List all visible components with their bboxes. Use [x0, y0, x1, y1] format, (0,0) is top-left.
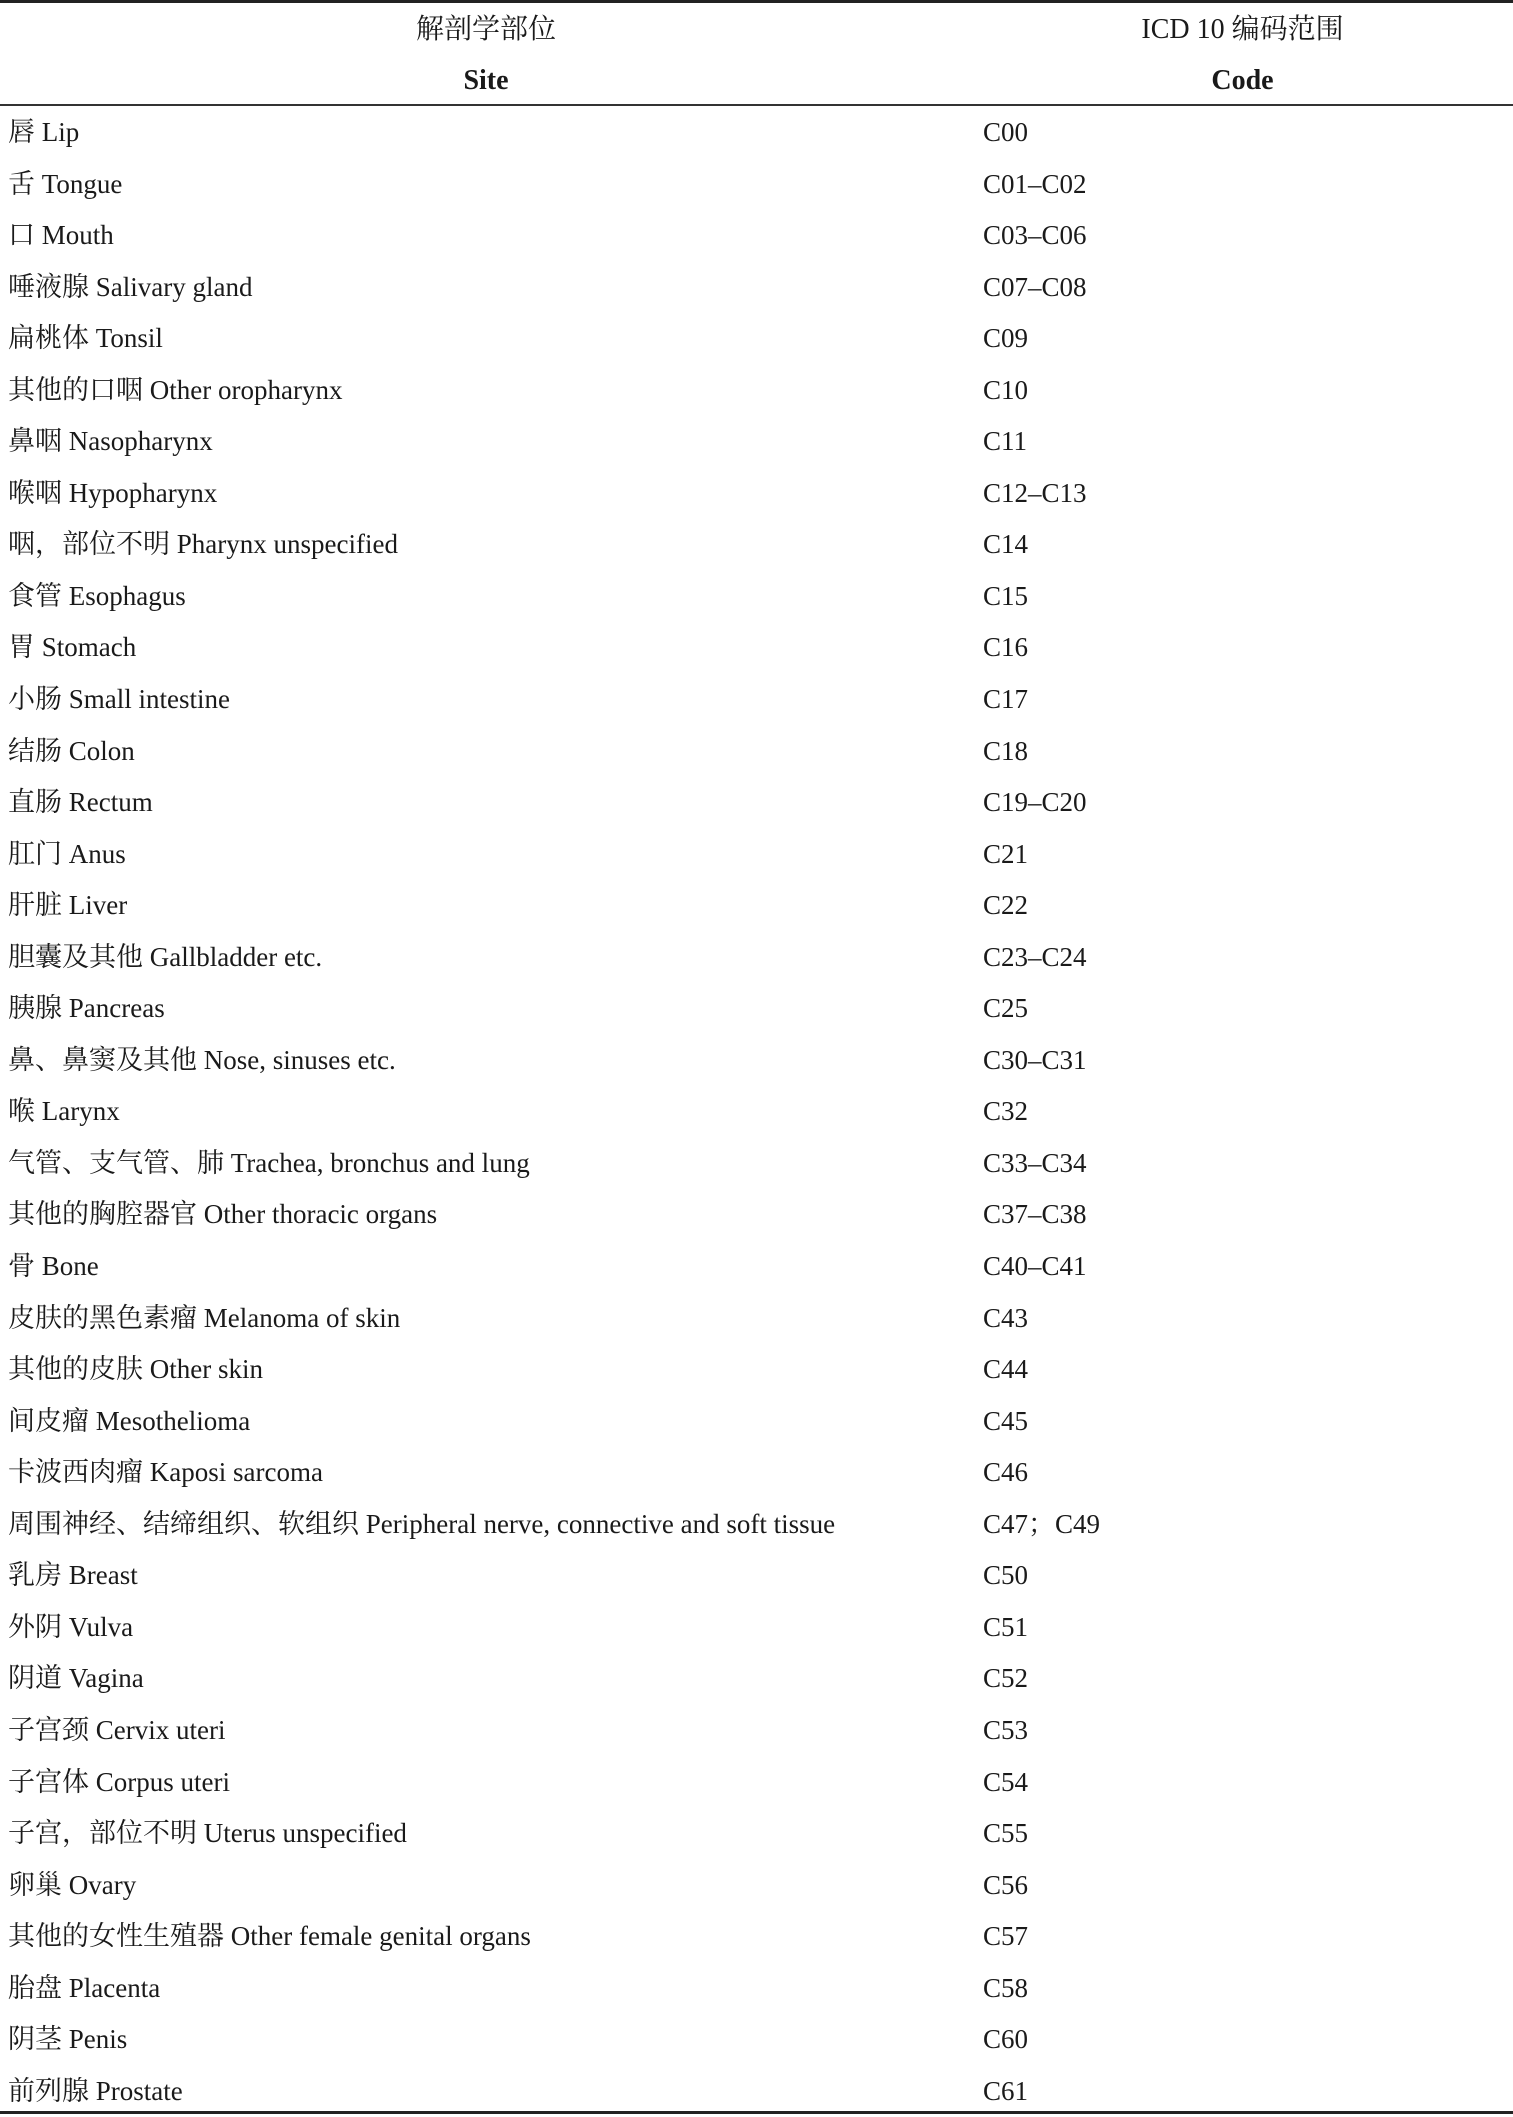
- site-cell: 其他的胸腔器官 Other thoracic organs: [8, 1199, 438, 1230]
- site-cell: 骨 Bone: [8, 1251, 99, 1282]
- code-cell: C09: [983, 323, 1029, 354]
- code-cell: C21: [983, 838, 1029, 869]
- site-cell: 子宫体 Corpus uteri: [8, 1766, 230, 1797]
- table-row: [0, 777, 1513, 829]
- site-cell: 小肠 Small intestine: [8, 684, 230, 715]
- code-cell: C18: [983, 735, 1029, 766]
- code-cell: C14: [983, 529, 1029, 560]
- table-row: [0, 829, 1513, 881]
- table-row: [0, 1705, 1513, 1757]
- site-cell: 前列腺 Prostate: [8, 2075, 183, 2106]
- site-cell: 气管、支气管、肺 Trachea, bronchus and lung: [8, 1147, 530, 1178]
- code-cell: C10: [983, 374, 1029, 405]
- site-cell: 喉咽 Hypopharynx: [8, 477, 218, 508]
- code-cell: C61: [983, 2075, 1029, 2106]
- site-cell: 喉 Larynx: [8, 1096, 120, 1127]
- table-header: [0, 4, 1513, 104]
- site-cell: 鼻咽 Nasopharynx: [8, 426, 213, 457]
- site-cell: 外阴 Vulva: [8, 1611, 134, 1642]
- code-cell: C46: [983, 1457, 1029, 1488]
- table-row: [0, 622, 1513, 674]
- table-row: [0, 468, 1513, 520]
- table-row: [0, 880, 1513, 932]
- code-cell: C44: [983, 1354, 1029, 1385]
- table-row: [0, 1189, 1513, 1241]
- code-cell: C07–C08: [983, 271, 1087, 302]
- table-row: [0, 674, 1513, 726]
- table-row: [0, 2066, 1513, 2117]
- code-cell: C58: [983, 1972, 1029, 2003]
- code-cell: C43: [983, 1302, 1029, 1333]
- code-cell: C11: [983, 426, 1028, 457]
- site-cell: 阴茎 Penis: [8, 2024, 128, 2055]
- table-row: [0, 210, 1513, 262]
- site-cell: 鼻、鼻窦及其他 Nose, sinuses etc.: [8, 1044, 396, 1075]
- table-row: [0, 1808, 1513, 1860]
- table-row: [0, 1550, 1513, 1602]
- table-row: [0, 313, 1513, 365]
- code-cell: C40–C41: [983, 1251, 1087, 1282]
- code-cell: C19–C20: [983, 787, 1087, 818]
- site-cell: 卵巢 Ovary: [8, 1869, 137, 1900]
- code-cell: C03–C06: [983, 220, 1087, 251]
- code-cell: C32: [983, 1096, 1029, 1127]
- table-row: [0, 262, 1513, 314]
- code-cell: C51: [983, 1611, 1029, 1642]
- code-cell: C22: [983, 890, 1029, 921]
- code-cell: C37–C38: [983, 1199, 1087, 1230]
- site-cell: 唇 Lip: [8, 117, 80, 147]
- code-cell: C30–C31: [983, 1044, 1087, 1075]
- code-cell: C50: [983, 1560, 1029, 1591]
- table-row: [0, 159, 1513, 211]
- site-cell: 其他的口咽 Other oropharynx: [8, 374, 343, 405]
- table-row: [0, 1602, 1513, 1654]
- site-cell: 其他的皮肤 Other skin: [8, 1354, 263, 1385]
- table-row: [0, 1344, 1513, 1396]
- code-cell: C56: [983, 1869, 1029, 1900]
- code-cell: C25: [983, 993, 1029, 1024]
- code-cell: C33–C34: [983, 1147, 1087, 1178]
- site-cell: 肝脏 Liver: [8, 890, 128, 921]
- code-cell: C00: [983, 117, 1029, 147]
- table-row: [0, 571, 1513, 623]
- table-top-rule: [0, 0, 1513, 3]
- site-cell: 子宫颈 Cervix uteri: [8, 1714, 226, 1745]
- site-cell: 间皮瘤 Mesothelioma: [8, 1405, 251, 1436]
- site-cell: 口 Mouth: [8, 220, 114, 251]
- code-cell: C45: [983, 1405, 1029, 1436]
- table-row: [0, 1138, 1513, 1190]
- code-cell: C53: [983, 1714, 1029, 1745]
- table-body: [0, 107, 1513, 2117]
- code-cell: C54: [983, 1766, 1029, 1797]
- table-row: [0, 2014, 1513, 2066]
- code-cell: C23–C24: [983, 941, 1087, 972]
- code-cell: C15: [983, 580, 1029, 611]
- code-cell: C60: [983, 2024, 1029, 2055]
- header-code-en: Code: [1211, 65, 1274, 96]
- site-cell: 肛门 Anus: [8, 838, 126, 869]
- site-cell: 胆囊及其他 Gallbladder etc.: [8, 941, 323, 972]
- table-row: [0, 932, 1513, 984]
- site-cell: 子宫，部位不明 Uterus unspecified: [8, 1818, 407, 1849]
- site-cell: 卡波西肉瘤 Kaposi sarcoma: [8, 1457, 323, 1488]
- header-site-zh: 解剖学部位: [415, 14, 556, 45]
- site-cell: 舌 Tongue: [8, 168, 123, 199]
- site-cell: 胃 Stomach: [8, 632, 137, 663]
- table-row: [0, 107, 1513, 159]
- header-site-en: Site: [463, 65, 509, 96]
- code-cell: C57: [983, 1921, 1029, 1952]
- site-cell: 胎盘 Placenta: [8, 1972, 161, 2003]
- table-row: [0, 1293, 1513, 1345]
- table-row: [0, 1860, 1513, 1912]
- code-cell: C55: [983, 1818, 1029, 1849]
- site-cell: 阴道 Vagina: [8, 1663, 144, 1694]
- table-row: [0, 1447, 1513, 1499]
- table-row: [0, 1911, 1513, 1963]
- site-cell: 结肠 Colon: [8, 735, 135, 766]
- site-cell: 乳房 Breast: [8, 1560, 138, 1591]
- table-row: [0, 1086, 1513, 1138]
- code-cell: C12–C13: [983, 477, 1087, 508]
- table-row: [0, 1499, 1513, 1551]
- table-header-rule: [0, 104, 1513, 106]
- table-row: [0, 1757, 1513, 1809]
- site-cell: 唾液腺 Salivary gland: [8, 271, 253, 302]
- site-cell: 周围神经、结缔组织、软组织 Peripheral nerve, connective and soft tissue: [8, 1508, 836, 1539]
- site-cell: 直肠 Rectum: [8, 787, 153, 818]
- site-cell: 食管 Esophagus: [8, 580, 186, 611]
- table-row: [0, 1035, 1513, 1087]
- code-cell: C16: [983, 632, 1029, 663]
- site-cell: 其他的女性生殖器 Other female genital organs: [8, 1921, 531, 1952]
- table-row: [0, 416, 1513, 468]
- site-cell: 皮肤的黑色素瘤 Melanoma of skin: [8, 1302, 401, 1333]
- table-row: [0, 519, 1513, 571]
- table-row: [0, 1396, 1513, 1448]
- site-cell: 胰腺 Pancreas: [8, 993, 165, 1024]
- table-row: [0, 365, 1513, 417]
- code-cell: C17: [983, 684, 1029, 715]
- table-row: [0, 1241, 1513, 1293]
- header-code-zh: ICD 10 编码范围: [1141, 14, 1344, 45]
- table-row: [0, 983, 1513, 1035]
- site-cell: 扁桃体 Tonsil: [8, 323, 163, 354]
- code-cell: C52: [983, 1663, 1029, 1694]
- code-cell: C47；C49: [983, 1508, 1101, 1539]
- site-cell: 咽，部位不明 Pharynx unspecified: [8, 529, 398, 560]
- code-cell: C01–C02: [983, 168, 1087, 199]
- table-bottom-rule: [0, 2111, 1513, 2114]
- table-row: [0, 1653, 1513, 1705]
- table-row: [0, 1963, 1513, 2015]
- table-row: [0, 726, 1513, 778]
